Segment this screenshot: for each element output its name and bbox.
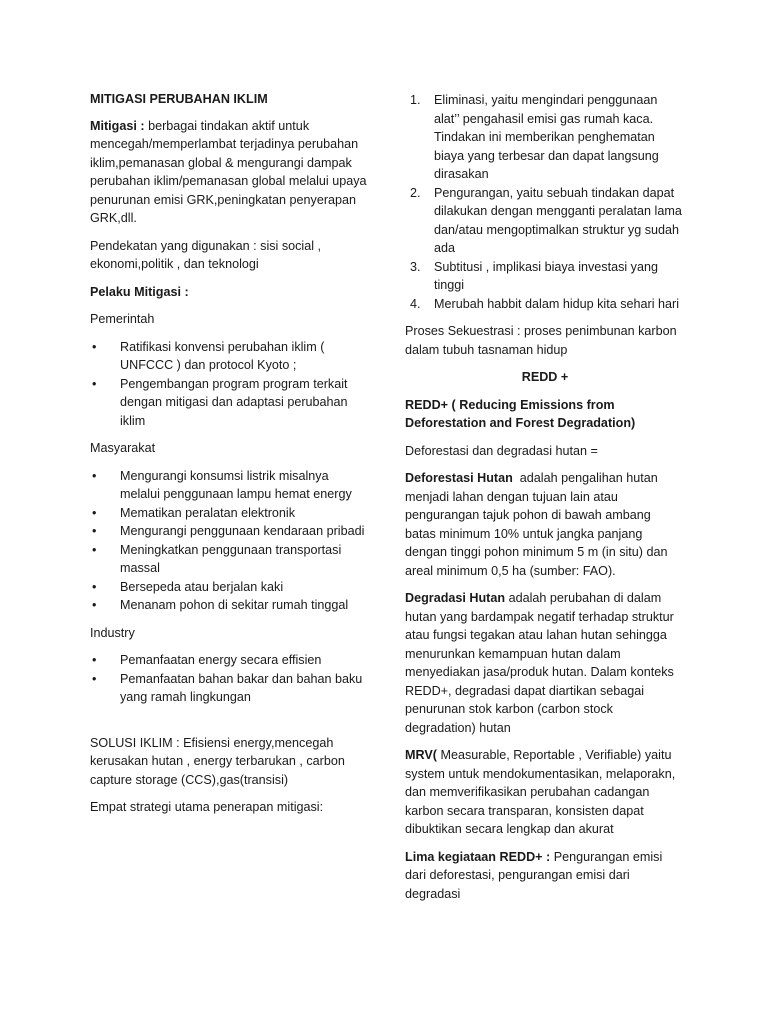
list-item: • Mengurangi penggunaan kendaraan pribadi xyxy=(90,522,370,541)
redd-heading: REDD + xyxy=(521,370,569,384)
list-text: Eliminasi, yaitu mengindari penggunaan alat’’ pengahasil emisi gas rumah kaca. Tindakan ini memberikan penghematan biaya yang terbesar dan dapat langsung dirasakan xyxy=(434,93,659,181)
list-item: • Meningkatkan penggunaan transportasi massal xyxy=(90,541,370,578)
masyarakat-heading: Masyarakat xyxy=(90,441,156,455)
list-number: 3. xyxy=(410,259,421,274)
mrv-text: Measurable, Reportable , Verifiable) yaitu system untuk mendokumentasikan, melaporakn, dan memverifikasikan perubahan cadangan karbon secara transparan, konsisten dapat dibuktikan secara lengkap dan akurat xyxy=(405,748,676,836)
industry-heading: Industry xyxy=(90,625,135,640)
deforestasi-degradasi-line: Deforestasi dan degradasi hutan = xyxy=(405,443,598,458)
deforestasi-text: adalah pengalihan hutan menjadi lahan dengan tujuan lain atau pengurangan tajuk pohon di bawah ambang batas minimum 10% untuk jangka panjang dengan tinggi pohon minimum 5 m (in situ) dan areal minimum 0,5 ha (sumber: FAO). xyxy=(405,471,668,578)
lima-kegiatan-label: Lima kegiataan REDD+ : xyxy=(405,849,551,864)
spacer xyxy=(90,716,370,734)
mrv-label: MRV( xyxy=(405,748,437,762)
deforestasi-label: Deforestasi Hutan xyxy=(405,471,513,485)
mrv-paragraph xyxy=(405,746,685,839)
page-title: MITIGASI PERUBAHAN IKLIM xyxy=(90,92,268,106)
pemerintah-list xyxy=(90,338,370,431)
list-text: Pengurangan, yaitu sebuah tindakan dapat dilakukan dengan mengganti peralatan lama dan/atau mengoptimalkan struktur yg sudah ada xyxy=(434,185,682,255)
list-number: 4. xyxy=(410,296,421,311)
list-text: Merubah habbit dalam hidup kita sehari hari xyxy=(434,296,680,311)
empat-strategi-paragraph: Empat strategi utama penerapan mitigasi: xyxy=(90,800,324,814)
redd-definition: REDD+ ( Reducing Emissions from Deforestation and Forest Degradation) xyxy=(405,397,636,430)
list-number: 2. xyxy=(410,185,421,200)
list-item: • Mengurangi konsumsi listrik misalnya melalui penggunaan lampu hemat energy xyxy=(90,467,370,504)
pelaku-heading: Pelaku Mitigasi : xyxy=(90,284,189,299)
list-item: • Pemanfaatan energy secara effisien xyxy=(90,651,370,670)
list-item: • Menanam pohon di sekitar rumah tinggal xyxy=(90,596,370,615)
mitigasi-paragraph xyxy=(90,117,370,228)
degradasi-text: adalah perubahan di dalam hutan yang bardampak negatif terhadap struktur atau fungsi tegakan atau lahan hutan sehingga menurunkan kemampuan hutan dalam menyediakan jasa/produk hutan. Dalam konteks REDD+, degradasi dapat diartikan sebagai penurunan stok karbon (carbon stock degradation) hutan xyxy=(405,591,674,735)
list-item xyxy=(405,258,685,295)
list-item: • Pengembangan program program terkait dengan mitigasi dan adaptasi perubahan iklim xyxy=(90,375,370,431)
solusi-paragraph: SOLUSI IKLIM : Efisiensi energy,mencegah kerusakan hutan , energy terbarukan , carbon capture storage (CCS),gas(transisi) xyxy=(90,735,345,787)
degradasi-label: Degradasi Hutan xyxy=(405,591,506,605)
list-text: Subtitusi , implikasi biaya investasi yang tinggi xyxy=(434,259,658,292)
lima-kegiatan-paragraph xyxy=(405,848,685,904)
lima-kegiatan-text: Pengurangan emisi dari deforestasi, pengurangan emisi dari degradasi xyxy=(405,849,663,901)
mitigasi-text: berbagai tindakan aktif untuk mencegah/memperlambat terjadinya perubahan iklim,pemanasan global & mengurangi dampak perubahan iklim/pemanasan global melalui upaya penurunan emisi GRK,peningkatan penyerapan GRK,dll. xyxy=(90,118,367,225)
right-column xyxy=(405,91,685,912)
list-item: • Mematikan peralatan elektronik xyxy=(90,504,370,523)
mitigasi-label: Mitigasi : xyxy=(90,118,145,133)
masyarakat-list xyxy=(90,467,370,615)
list-item xyxy=(405,184,685,258)
proses-paragraph: Proses Sekuestrasi : proses penimbunan karbon dalam tubuh tasnaman hidup xyxy=(405,324,677,357)
list-item: • Ratifikasi konvensi perubahan iklim ( UNFCCC ) dan protocol Kyoto ; xyxy=(90,338,370,375)
pendekatan-paragraph: Pendekatan yang digunakan : sisi social , ekonomi,politik , dan teknologi xyxy=(90,238,322,271)
strategy-list xyxy=(405,91,685,313)
list-item: • Pemanfaatan bahan bakar dan bahan baku yang ramah lingkungan xyxy=(90,670,370,707)
pemerintah-heading: Pemerintah xyxy=(90,312,155,326)
industry-list xyxy=(90,651,370,707)
degradasi-paragraph xyxy=(405,589,685,737)
list-item: • Bersepeda atau berjalan kaki xyxy=(90,578,370,597)
deforestasi-paragraph xyxy=(405,469,685,580)
list-item xyxy=(405,91,685,184)
list-number: 1. xyxy=(410,93,421,107)
list-item xyxy=(405,295,685,314)
left-column xyxy=(90,90,370,826)
